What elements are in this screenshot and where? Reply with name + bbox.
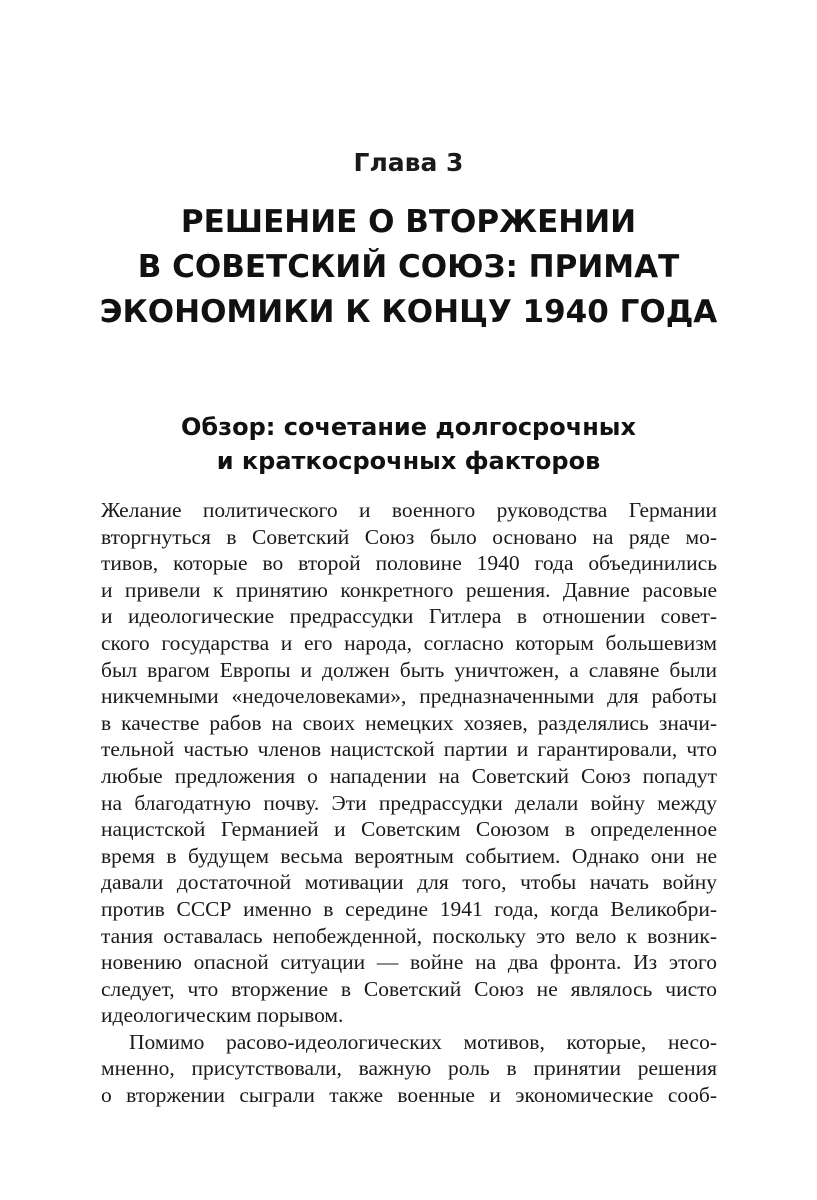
text-line: Желание политического и военного руководства Германии xyxy=(101,498,717,522)
text-line: время в будущем весьма вероятным событием. Однако они не xyxy=(101,843,717,868)
paragraph-2 xyxy=(101,1029,717,1109)
text-line: ского государства и его народа, согласно которым большевизм xyxy=(101,630,717,655)
text-line: мненно, присутствовали, важную роль в принятии решения xyxy=(101,1056,717,1081)
text-line: давали достаточной мотивации для того, чтобы начать войну xyxy=(101,870,717,895)
text-line: вторгнуться в Советский Союз было основано на ряде мо- xyxy=(101,524,717,549)
text-line: был врагом Европы и должен быть уничтожен, а славяне были xyxy=(101,657,717,682)
text-line: и идеологические предрассудки Гитлера в отношении совет- xyxy=(101,604,717,629)
chapter-title-line: В СОВЕТСКИЙ СОЮЗ: ПРИМАТ xyxy=(137,249,680,285)
chapter-title-line: РЕШЕНИЕ О ВТОРЖЕНИИ xyxy=(180,204,637,240)
text-line: следует, что вторжение в Советский Союз не являлось чисто xyxy=(101,976,717,1001)
text-line: тельной частью членов нацистской партии и гарантировали, что xyxy=(101,737,717,762)
chapter-title xyxy=(0,200,817,335)
text-line: новению опасной ситуации — войне на два фронта. Из этого xyxy=(101,950,717,975)
text-line: идеологическим порывом. xyxy=(101,1003,344,1028)
text-line: тивов, которые во второй половине 1940 года объединились xyxy=(101,551,717,576)
chapter-title-line: ЭКОНОМИКИ К КОНЦУ 1940 ГОДА xyxy=(99,294,718,330)
text-line: любые предложения о нападении на Советский Союз попадут xyxy=(101,763,717,788)
section-title xyxy=(0,410,817,478)
section-title-line: Обзор: сочетание долгосрочных xyxy=(181,413,636,441)
text-line: тания оставалась непобежденной, поскольку это вело к возник- xyxy=(101,923,717,948)
text-line: и привели к принятию конкретного решения. Давние расовые xyxy=(101,577,717,602)
text-line: на благодатную почву. Эти предрассудки делали войну между xyxy=(101,790,717,815)
text-line: о вторжении сыграли также военные и экономические сооб- xyxy=(101,1083,717,1108)
text-line: нацистской Германией и Советским Союзом в определенное xyxy=(101,817,717,842)
section-title-line: и краткосрочных факторов xyxy=(216,447,601,475)
text-line: в качестве рабов на своих немецких хозяев, разделялись значи- xyxy=(101,710,717,735)
text-line: никчемными «недочеловеками», предназначенными для работы xyxy=(101,684,717,709)
paragraph-1 xyxy=(101,497,717,1029)
chapter-label: Глава 3 xyxy=(353,148,464,177)
text-line: Помимо расово-идеологических мотивов, которые, несо- xyxy=(129,1029,717,1054)
body-text xyxy=(101,497,717,1109)
text-line: против СССР именно в середине 1941 года, когда Великобри- xyxy=(101,896,717,921)
